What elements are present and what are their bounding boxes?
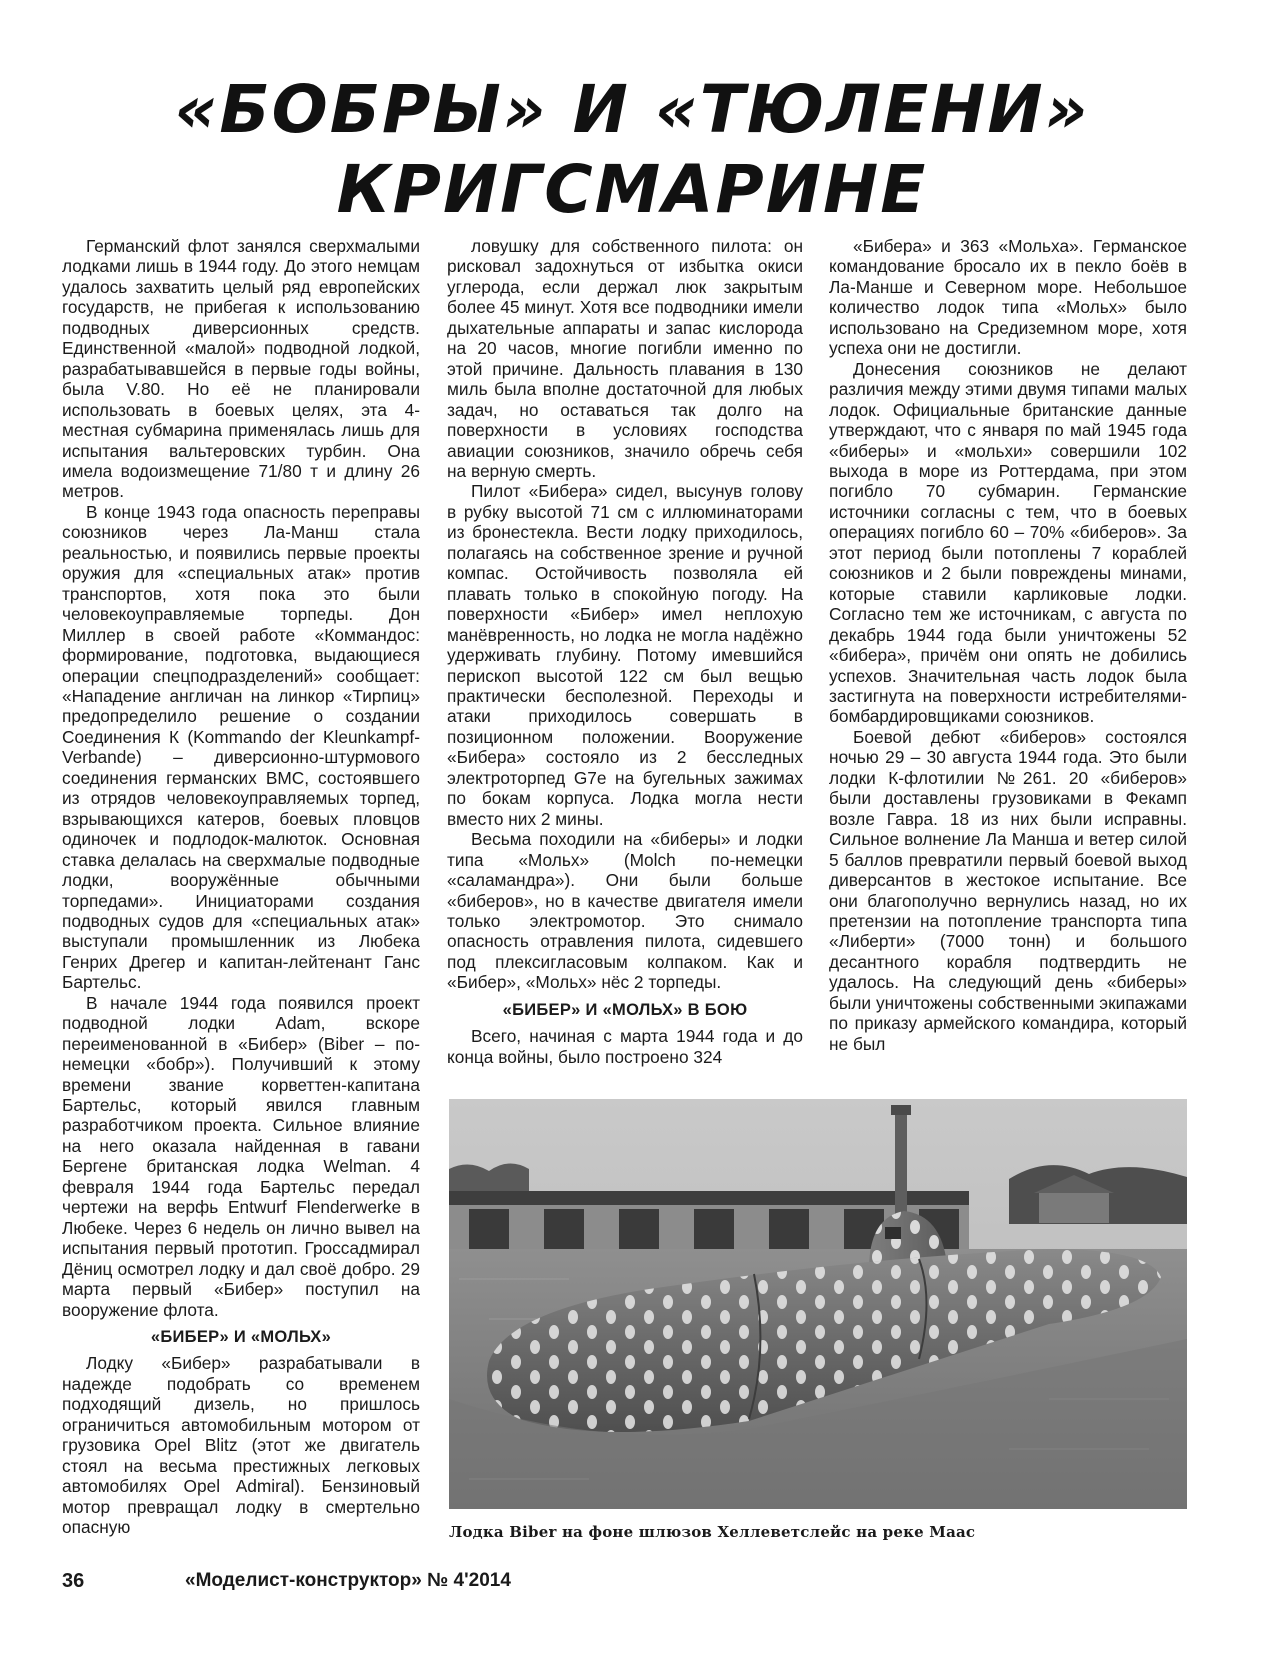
paragraph: В начале 1944 года появился проект подводной лодки Adam, вскоре переименованной в «Бибер» (Biber – по-немецки «бобр»). Получивший к этому времени звание корветтен-капитана Бартельс, который явился главным разработчиком проекта. Сильное влияние на него оказала найденная в гавани Бергене британская лодка Welman. 4 февраля 1944 года Бартельс передал чертежи на верфь Entwurf Flenderwerke в Любеке. Через 6 недель он лично вывел на испытания первый прототип. Гроссадмирал Дёниц осмотрел лодку и дал своё добро. 29 марта первый «Бибер» поступил на вооружение флота. [62,992,420,1320]
title-line-1: «БОБРЫ» И «ТЮЛЕНИ» [174,71,1090,148]
paragraph: В конце 1943 года опасность переправы союзников через Ла-Манш стала реальностью, и появились первые проекты оружия для «специальных атак» против транспортов, хотя пока это были человекоуправляемые торпеды. Дон Миллер в своей работе «Коммандос: формирование, подготовка, выдающиеся операции спецподразделений» сообщает: «Нападение англичан на линкор «Тирпиц» предопределило решение о создании Соединения К (Kommando der Kleunkampf-Verbande) – диверсионно-штурмового соединения германских ВМС, состоявшего из отрядов человекоуправляемых торпед, взрывающихся катеров, боевых пловцов одиночек и подлодок-малюток. Основная ставка делалась на сверхмалые подводные лодки, вооружённые обычными торпедами». Инициаторами создания подводных судов для «специальных атак» выступали промышленник из Любека Генрих Дрегер и капитан-лейтенант Ганс Бартельс. [62,501,420,993]
subheading-in-battle: «БИБЕР» И «МОЛЬХ» В БОЮ [502,1000,748,1019]
paragraph: ловушку для собственного пилота: он рисковал задохнуться от избытка окиси углерода, если держал люк закрытым более 45 минут. Хотя все подводники имели дыхательные аппараты и запас кислорода на 20 часов, многие погибли именно по этой причине. Дальность плавания в 130 миль была вполне достаточной для любых задач, но оставаться так долго на поверхности в условиях господства авиации союзников, значило обречь себя на верную смерть. [447,236,803,481]
text-column-2 [447,236,803,1067]
porthole [885,1227,901,1239]
paragraph: Весьма походили на «биберы» и лодки типа «Мольх» (Molch по-немецки «саламандра»). Они были больше «биберов», но в качестве двигателя имели только электромотор. Это снимало опасность отравления пилота, сидевшего под плексигласовым колпаком. Как и «Бибер», «Мольх» нёс 2 торпеды. [447,829,803,993]
subheading-biber-molch: «БИБЕР» И «МОЛЬХ» [150,1328,332,1347]
journal-name: «Моделист-конструктор» № 4'2014 [185,1570,511,1591]
paragraph: Пилот «Бибера» сидел, высунув голову в рубку высотой 71 см с иллюминаторами из бронестекла. Вести лодку приходилось, полагаясь на собственное зрение и ручной компас. Остойчивость позволяла ей плавать только в спокойную погоду. На поверхности «Бибер» имел неплохую манёвренность, но лодка не могла надёжно удерживать глубину. Потому имевшийся перископ высотой 122 см был вещью практически бесполезной. Переходы и атаки приходилось совершать в позиционном положении. Вооружение «Бибера» состояло из 2 бесследных электроторпед G7e на бугельных зажимах по бокам корпуса. Лодка могла нести вместо них 2 мины. [447,481,803,829]
page-footer [0,1570,1264,1602]
photo-illustration [449,1099,1187,1509]
article-title [0,70,1264,230]
photo-caption: Лодка Biber на фоне шлюзов Хеллеветслейс на реке Маас [449,1523,976,1541]
text-column-1 [62,236,420,1538]
text-column-3 [829,236,1187,1054]
paragraph: Лодку «Бибер» разрабатывали в надежде подобрать со временем подходящий дизель, но пришлось ограничиться автомобильным мотором от грузовика Opel Blitz (этот же двигатель стоял на весьма престижных легковых автомобилях Opel Admiral). Бензиновый мотор превращал лодку в смертельно опасную [62,1353,420,1538]
building [1039,1191,1109,1223]
periscope [895,1109,907,1217]
sluice-deck [449,1191,969,1205]
paragraph: Германский флот занялся сверхмалыми лодками лишь в 1944 году. До этого немцам удалось захватить целый ряд европейских государств, не прибегая к использованию подводных диверсионных средств. Единственной «малой» подводной лодкой, разрабатывавшейся в первые годы войны, была V.80. Но её не планировали использовать в боевых целях, эта 4-местная субмарина применялась лишь для испытания вальтеровских турбин. Она имела водоизмещение 71/80 т и длину 26 метров. [62,236,420,502]
paragraph: Всего, начиная с марта 1944 года и до конца войны, было построено 324 [447,1026,803,1067]
submarine-photo [449,1099,1187,1509]
title-line-2: КРИГСМАРИНЕ [336,151,928,228]
paragraph: Донесения союзников не делают различия между этими двумя типами малых лодок. Официальные британские данные утверждают, что с января по май 1945 года «биберы» и «мольхи» совершили 102 выхода в море из Роттердама, при этом погибло 70 субмарин. Германские источники согласны с тем, что в боевых операциях погибло 60 – 70% «биберов». За этот период были потоплены 7 кораблей союзников и 2 были повреждены минами, которые ставили карликовые лодки. Согласно тем же источникам, с августа по декабрь 1944 года были уничтожены 52 «бибера», причём они опять не добились успехов. Значительная часть лодок была застигнута на поверхности истребителями-бомбардировщиками союзников. [829,358,1187,727]
paragraph: Боевой дебют «биберов» состоялся ночью 29 – 30 августа 1944 года. Это были лодки К-флотилии №261. 20 «биберов» были доставлены грузовиками в Фекамп возле Гавра. 18 из них были исправны. Сильное волнение Ла Манша и ветер силой 5 баллов превратили первый боевой выход диверсантов в жестокое испытание. Все они благополучно вернулись назад, но их претензии на потопление транспорта типа «Либерти» (7000 тонн) и большого десантного корабля подтвердить не удалось. На следующий день «биберы» были уничтожены собственными экипажами по приказу армейского командира, который не был [829,726,1187,1054]
periscope-head [891,1105,911,1115]
paragraph: «Бибера» и 363 «Мольха». Германское командование бросало их в пекло боёв в Ла-Манше и Северном море. Небольшое количество лодок типа «Мольх» было использовано на Средиземном море, хотя успеха они не достигли. [829,236,1187,359]
page-number: 36 [62,1570,85,1592]
